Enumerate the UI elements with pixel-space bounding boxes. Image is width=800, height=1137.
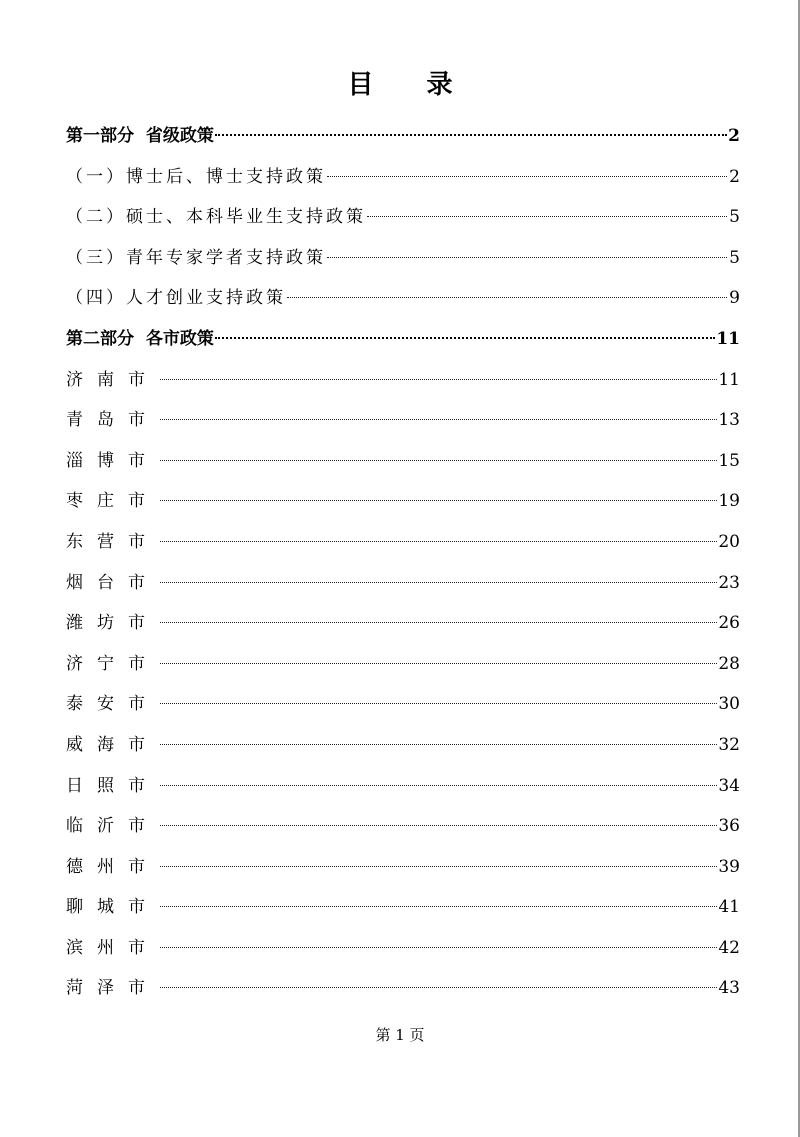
page-title: 目 录 [347, 70, 475, 100]
toc-entry-page: 2 [728, 126, 740, 146]
toc-entry[interactable] [66, 766, 740, 807]
toc-entry[interactable] [66, 116, 740, 157]
toc-entry-page: 11 [718, 369, 740, 390]
toc-entry-label: 烟台市 [66, 572, 159, 593]
toc-entry-page: 43 [718, 978, 740, 999]
toc-entry[interactable] [66, 725, 740, 766]
toc-entry-label: 枣庄市 [66, 491, 159, 512]
toc-entry[interactable] [66, 157, 740, 198]
toc-entry-label: （四）人才创业支持政策 [66, 288, 286, 309]
toc-entry-page: 5 [729, 247, 740, 268]
toc-entry[interactable] [66, 806, 740, 847]
toc-entry[interactable] [66, 319, 740, 360]
toc-entry-label: 济南市 [66, 369, 159, 390]
toc-entry[interactable] [66, 968, 740, 1009]
dot-leader [160, 663, 717, 664]
toc-entry[interactable] [66, 197, 740, 238]
toc-entry-label: （二）硕士、本科毕业生支持政策 [66, 207, 366, 228]
dot-leader [160, 906, 717, 907]
toc-entry-label: （一）博士后、博士支持政策 [66, 166, 326, 187]
toc-entry-page: 42 [718, 937, 740, 958]
dot-leader [160, 866, 717, 867]
toc-entry-page: 41 [718, 897, 740, 918]
toc-entry-page: 23 [718, 572, 740, 593]
toc-entry-label: 日照市 [66, 775, 159, 796]
toc-entry[interactable] [66, 278, 740, 319]
toc-entry-label: （三）青年专家学者支持政策 [66, 247, 326, 268]
toc-entry-page: 30 [718, 694, 740, 715]
toc-entry-page: 20 [718, 531, 740, 552]
toc-entry-page: 19 [718, 491, 740, 512]
toc-entry-page: 34 [718, 775, 740, 796]
toc-entry-label: 滨州市 [66, 937, 159, 958]
dot-leader [160, 947, 717, 948]
toc-entry-page: 36 [718, 816, 740, 837]
toc-entry[interactable] [66, 563, 740, 604]
toc-entry-label: 东营市 [66, 531, 159, 552]
toc-entry[interactable] [66, 928, 740, 969]
dot-leader [160, 460, 717, 461]
toc-entry-page: 32 [718, 734, 740, 755]
toc-entry[interactable] [66, 644, 740, 685]
dot-leader [160, 622, 717, 623]
toc-entry-page: 2 [729, 166, 740, 187]
toc-entry-label: 聊城市 [66, 897, 159, 918]
toc-entry-page: 11 [716, 328, 740, 349]
toc-entry[interactable] [66, 522, 740, 563]
dot-leader [160, 379, 717, 380]
toc-entry-label: 济宁市 [66, 653, 159, 674]
toc-entry-page: 15 [718, 450, 740, 471]
dot-leader [160, 825, 717, 826]
dot-leader [367, 216, 727, 217]
toc-entry-page: 9 [729, 288, 740, 309]
dot-leader [215, 134, 727, 136]
table-of-contents [66, 116, 740, 1009]
toc-entry[interactable] [66, 887, 740, 928]
toc-entry-label: 第一部分 省级政策 [66, 126, 214, 146]
dot-leader [327, 257, 727, 258]
toc-entry-label: 临沂市 [66, 816, 159, 837]
dot-leader [160, 500, 717, 501]
dot-leader [160, 703, 717, 704]
toc-entry[interactable] [66, 441, 740, 482]
dot-leader [160, 582, 717, 583]
toc-entry[interactable] [66, 847, 740, 888]
toc-entry-label: 威海市 [66, 734, 159, 755]
toc-entry[interactable] [66, 400, 740, 441]
toc-entry-label: 菏泽市 [66, 978, 159, 999]
toc-entry[interactable] [66, 360, 740, 401]
toc-entry-label: 潍坊市 [66, 613, 159, 634]
dot-leader [160, 419, 717, 420]
dot-leader [287, 297, 727, 298]
dot-leader [160, 744, 717, 745]
dot-leader [160, 987, 717, 988]
dot-leader [160, 541, 717, 542]
toc-entry[interactable] [66, 684, 740, 725]
toc-entry-label: 泰安市 [66, 694, 159, 715]
dot-leader [327, 176, 727, 177]
toc-entry[interactable] [66, 481, 740, 522]
toc-entry-page: 39 [718, 856, 740, 877]
dot-leader [160, 785, 717, 786]
toc-entry-page: 5 [729, 207, 740, 228]
toc-entry-label: 德州市 [66, 856, 159, 877]
toc-entry-page: 28 [718, 653, 740, 674]
toc-entry-label: 淄博市 [66, 450, 159, 471]
toc-entry-page: 13 [718, 410, 740, 431]
dot-leader [215, 337, 715, 339]
toc-entry[interactable] [66, 238, 740, 279]
toc-entry-page: 26 [718, 613, 740, 634]
page-footer: 第 1 页 [375, 1026, 425, 1044]
toc-entry-label: 第二部分 各市政策 [66, 328, 214, 349]
toc-entry[interactable] [66, 603, 740, 644]
toc-entry-label: 青岛市 [66, 410, 159, 431]
